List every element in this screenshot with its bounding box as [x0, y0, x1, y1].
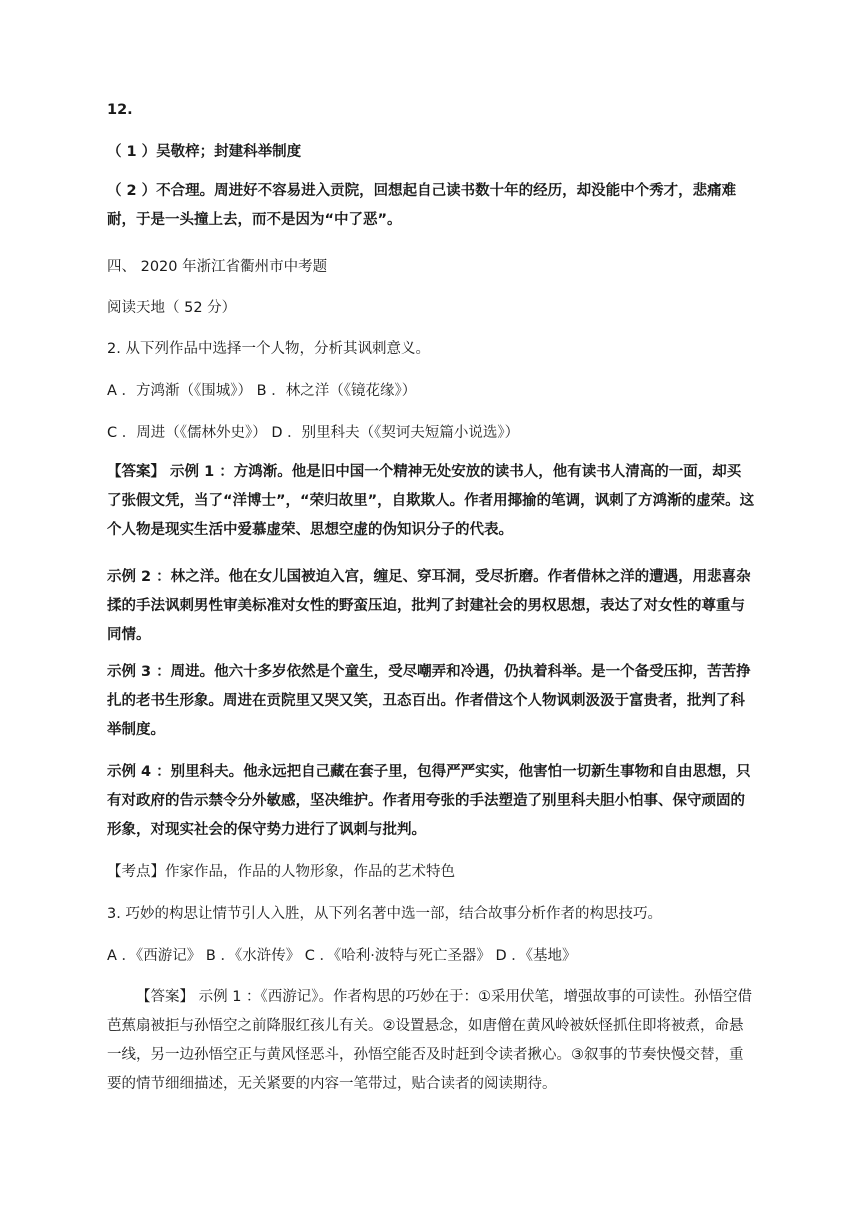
question-3-options: A ．《西游记》 B ．《水浒传》 C ．《哈利·波特与死亡圣器》 D ．《基地》: [107, 948, 577, 964]
question-3-text: 3. 巧妙的构思让情节引人入胜，从下列名著中选一部，结合故事分析作者的构思技巧。: [107, 906, 662, 922]
section-heading: 四、 2020 年浙江省衢州市中考题: [107, 259, 328, 275]
question-2-answer-example-3: 示例 3 ：周进。他六十多岁依然是个童生，受尽嘲弄和冷遇，仍执着科举。是一个备受压抑，苦苦挣扎的老书生形象。周进在贡院里又哭又笑，丑态百出。作者借这个人物讽刺汲汲于富贵者，批判了科举制度。: [107, 664, 751, 738]
section-subheading: 阅读天地（ 52 分）: [107, 300, 237, 316]
question-2-answer-example-2: 示例 2 ：林之洋。他在女儿国被迫入宫，缠足、穿耳洞，受尽折磨。作者借林之洋的遭遇，用悲喜杂揉的手法讽刺男性审美标准对女性的野蛮压迫，批判了封建社会的男权思想，表达了对女性的尊重与同情。: [107, 569, 751, 643]
question-2-options-line-1: A ．方鸿渐（《围城》） B ．林之洋（《镜花缘》）: [107, 383, 417, 399]
question-12-part-1: （ 1 ）吴敬梓；封建科举制度: [107, 144, 302, 160]
question-2-options-line-2: C ．周进（《儒林外史》） D ．别里科夫（《契诃夫短篇小说选》）: [107, 425, 520, 441]
question-2-answer-example-1: 【答案】 示例 1 ：方鸿渐。他是旧中国一个精神无处安放的读书人，他有读书人清高的一面，却买了张假文凭，当了“洋博士”，“荣归故里”，自欺欺人。作者用揶揄的笔调，讽刺了方鸿渐的虚荣。这个人物是现实生活中爱慕虚荣、思想空虚的伪知识分子的代表。: [107, 464, 755, 538]
question-12-part-2: （ 2 ）不合理。周进好不容易进入贡院，回想起自己读书数十年的经历，却没能中个秀才，悲痛难耐，于是一头撞上去，而不是因为“中了恶”。: [107, 183, 737, 228]
question-2-text: 2. 从下列作品中选择一个人物，分析其讽刺意义。: [107, 341, 430, 357]
question-2-kaodian: 【考点】作家作品，作品的人物形象，作品的艺术特色: [107, 864, 455, 880]
question-2-answer-example-4: 示例 4 ：别里科夫。他永远把自己藏在套子里，包得严严实实，他害怕一切新生事物和自由思想，只有对政府的告示禁令分外敏感，坚决维护。作者用夸张的手法塑造了别里科夫胆小怕事、保守顽固的形象，对现实社会的保守势力进行了讽刺与批判。: [107, 764, 751, 838]
question-3-answer: 【答案】 示例 1 ：《西游记》。作者构思的巧妙在于：①采用伏笔，增强故事的可读性。孙悟空借芭蕉扇被拒与孙悟空之前降服红孩儿有关。②设置悬念，如唐僧在黄风岭被妖怪抓住即将被煮，命悬一线，另一边孙悟空正与黄风怪恶斗，孙悟空能否及时赶到令读者揪心。③叙事的节奏快慢交替，重要的情节细细描述，无关紧要的内容一笔带过，贴合读者的阅读期待。: [107, 989, 753, 1092]
question-12-number: 12.: [107, 102, 133, 118]
